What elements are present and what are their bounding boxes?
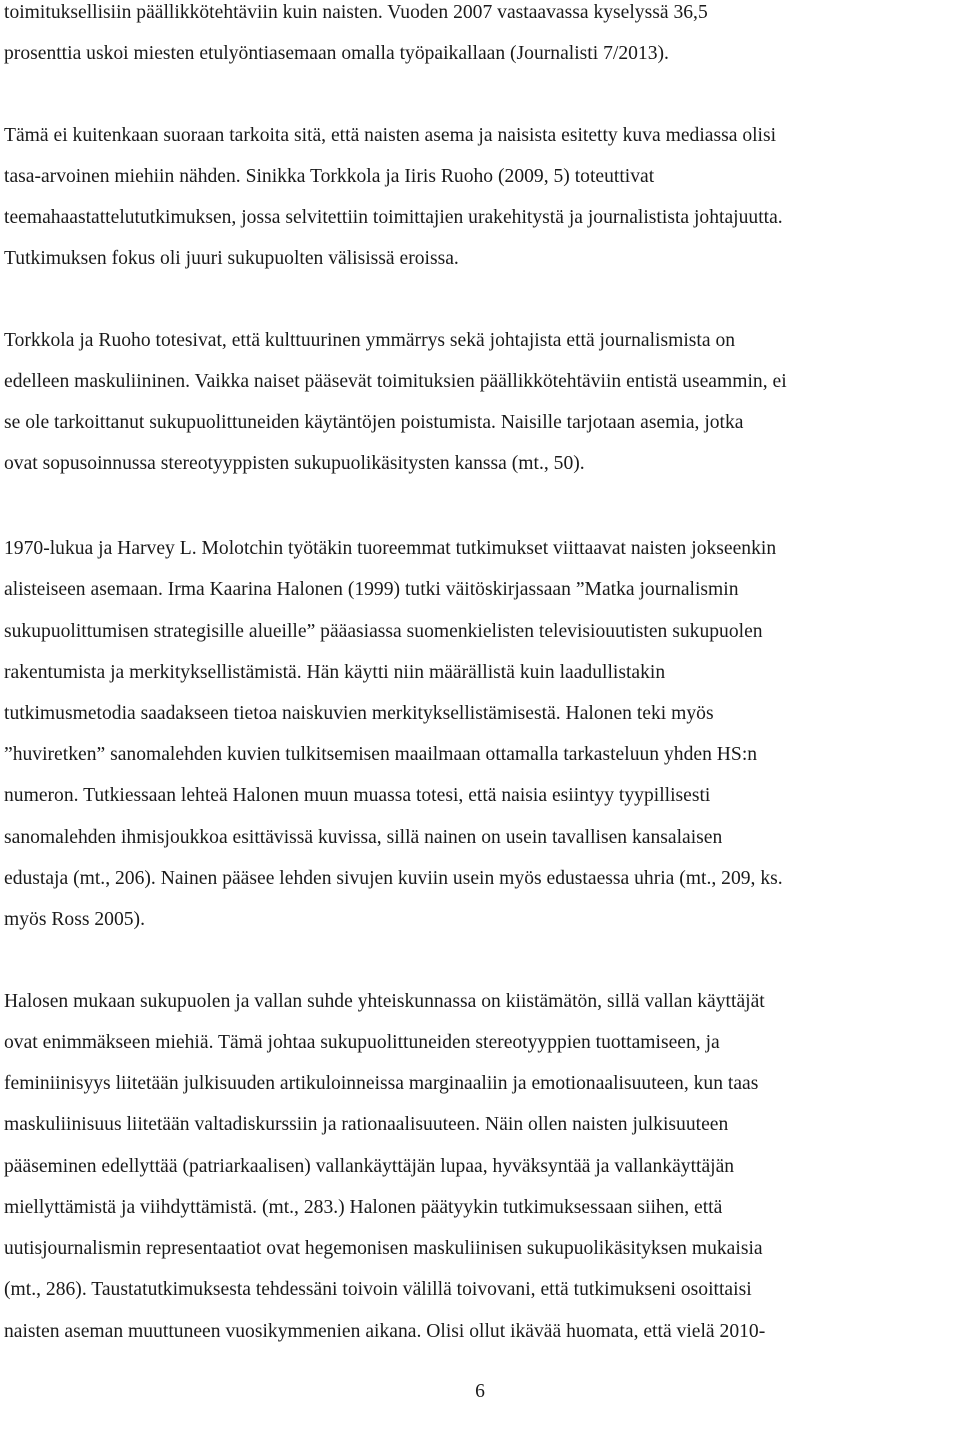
text-line: myös Ross 2005). <box>4 909 145 930</box>
text-line: (mt., 286). Taustatutkimuksesta tehdessäni toivoin välillä toivovani, että tutkimukseni osoittaisi <box>4 1279 752 1300</box>
text-line: tasa-arvoinen miehiin nähden. Sinikka Torkkola ja Iiris Ruoho (2009, 5) toteuttivat <box>4 166 655 187</box>
text-line: ”huviretken” sanomalehden kuvien tulkitsemisen maailmaan ottamalla tarkasteluun yhden HS:n <box>4 744 758 765</box>
text-line: maskuliinisuus liitetään valtadiskurssiin ja rationaalisuuteen. Näin ollen naisten julkisuuteen <box>4 1114 729 1135</box>
text-line: prosenttia uskoi miesten etulyöntiasemaan omalla työpaikallaan (Journalisti 7/2013). <box>4 43 669 64</box>
text-line: Tutkimuksen fokus oli juuri sukupuolten välisissä eroissa. <box>4 248 459 269</box>
text-line: pääseminen edellyttää (patriarkaalisen) vallankäyttäjän lupaa, hyväksyntää ja vallankäyttäjän <box>4 1156 735 1177</box>
text-line: toimituksellisiin päällikkötehtäviin kuin naisten. Vuoden 2007 vastaavassa kyselyssä 36,5 <box>4 2 708 23</box>
text-line: feminiinisyys liitetään julkisuuden artikuloinneissa marginaaliin ja emotionaalisuuteen, kun taas <box>4 1073 759 1094</box>
text-line: ovat sopusoinnussa stereotyyppisten sukupuolikäsitysten kanssa (mt., 50). <box>4 453 585 474</box>
text-line: se ole tarkoittanut sukupuolittuneiden käytäntöjen poistumista. Naisille tarjotaan asemia, jotka <box>4 412 744 433</box>
text-line: sanomalehden ihmisjoukkoa esittävissä kuvissa, sillä nainen on usein tavallisen kansalaisen <box>4 827 723 848</box>
text-line: numeron. Tutkiessaan lehteä Halonen muun muassa totesi, että naisia esiintyy tyypillisesti <box>4 785 711 806</box>
text-line: edustaja (mt., 206). Nainen pääsee lehden sivujen kuviin usein myös edustaessa uhria (mt., 209, ks. <box>4 868 783 889</box>
page-number: 6 <box>475 1381 485 1402</box>
text-line: 1970-lukua ja Harvey L. Molotchin työtäkin tuoreemmat tutkimukset viittaavat naisten jokseenkin <box>4 538 777 559</box>
text-line: Tämä ei kuitenkaan suoraan tarkoita sitä, että naisten asema ja naisista esitetty kuva mediassa olisi <box>4 125 777 146</box>
text-line: tutkimusmetodia saadakseen tietoa naiskuvien merkityksellistämisestä. Halonen teki myös <box>4 703 714 724</box>
text-line: uutisjournalismin representaatiot ovat hegemonisen maskuliinisen sukupuolikäsityksen mukaisia <box>4 1238 763 1259</box>
text-line: sukupuolittumisen strategisille alueille” pääasiassa suomenkielisten televisiouutisten sukupuolen <box>4 621 763 642</box>
text-line: rakentumista ja merkityksellistämistä. Hän käytti niin määrällistä kuin laadullistakin <box>4 662 666 683</box>
text-line: naisten aseman muuttuneen vuosikymmenien aikana. Olisi ollut ikävää huomata, että vielä 2010- <box>4 1321 766 1342</box>
text-line: Torkkola ja Ruoho totesivat, että kulttuurinen ymmärrys sekä johtajista että journalismista on <box>4 330 736 351</box>
text-line: Halosen mukaan sukupuolen ja vallan suhde yhteiskunnassa on kiistämätön, sillä vallan käyttäjät <box>4 991 765 1012</box>
text-line: alisteiseen asemaan. Irma Kaarina Halonen (1999) tutki väitöskirjassaan ”Matka journalismin <box>4 579 739 600</box>
text-line: ovat enimmäkseen miehiä. Tämä johtaa sukupuolittuneiden stereotyyppien tuottamiseen, ja <box>4 1032 720 1053</box>
text-line: teemahaastattelututkimuksen, jossa selvitettiin toimittajien urakehitystä ja journalistista johtajuutta. <box>4 207 783 228</box>
text-line: miellyttämistä ja viihdyttämistä. (mt., 283.) Halonen päätyykin tutkimuksessaan siihen, että <box>4 1197 723 1218</box>
text-line: edelleen maskuliininen. Vaikka naiset pääsevät toimituksien päällikkötehtäviin entistä useammin, ei <box>4 371 787 392</box>
